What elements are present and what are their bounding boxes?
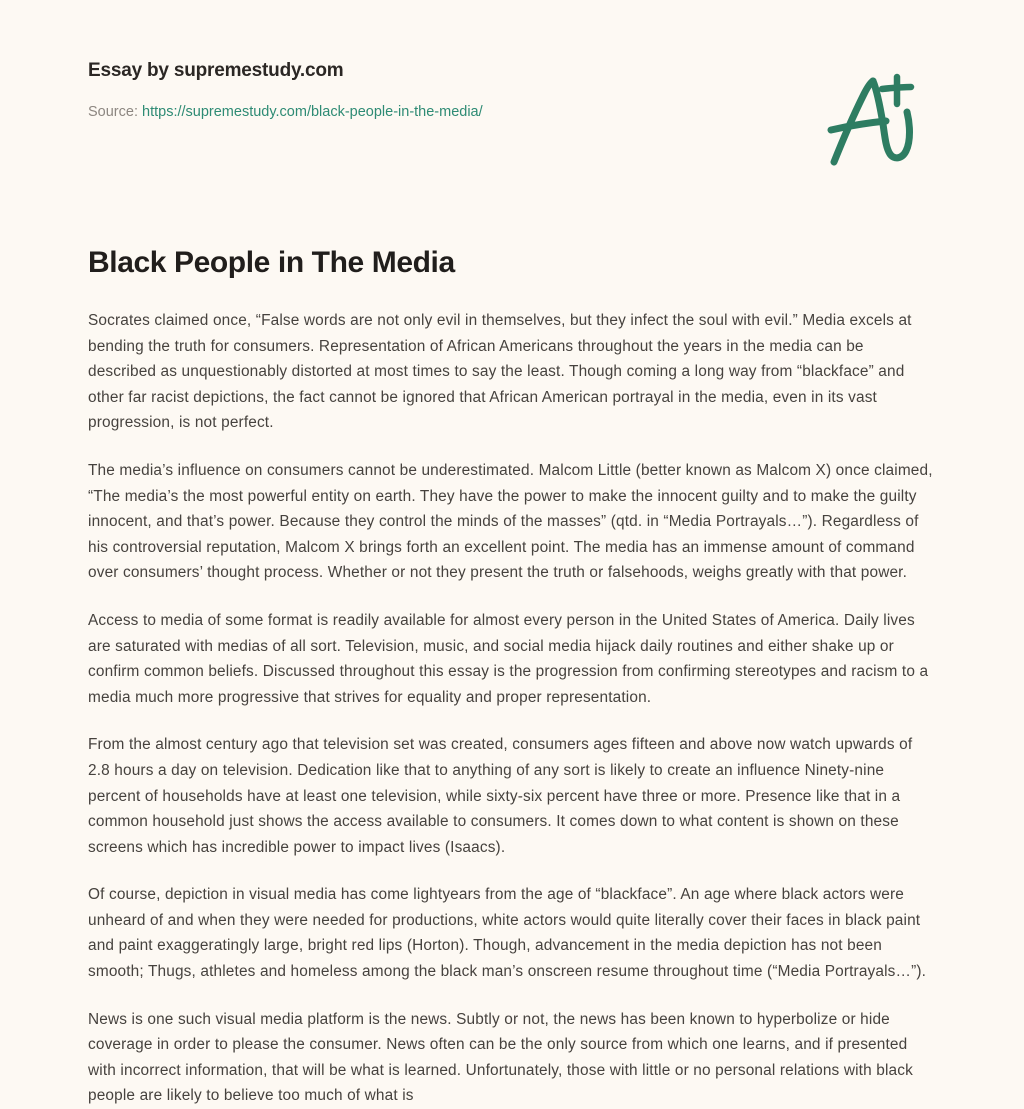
article-paragraph: Socrates claimed once, “False words are not only evil in themselves, but they infect the soul with evil.” Media excels at bending the truth for consumers. Representation of African Americans throughout the years in the media can be described as unquestionably distorted at most times to say the least. Though coming a long way from “blackface” and other far racist depictions, the fact cannot be ignored that African American portrayal in the media, even in its vast progression, is not perfect. [88,312,912,432]
source-line [88,84,936,122]
article-paragraph: Access to media of some format is readily available for almost every person in the United States of America. Daily lives are saturated with medias of all sort. Television, music, and social media hijack daily routines and either shake up or confirm common beliefs. Discussed throughout this essay is the progression from confirming stereotypes and racism to a media much more progressive that strives for equality and proper representation. [88,611,929,706]
article-paragraph: Of course, depiction in visual media has come lightyears from the age of “blackface”. An age where black actors were unheard of and when they were needed for productions, white actors would quite literally cover their faces in black paint and paint exaggeratingly large, bright red lips (Horton). Though, advancement in the media depiction has not been smooth; Thugs, athletes and homeless among the black man’s onscreen resume throughout time (“Media Portrayals…”). [88,886,927,981]
source-label: Source: [88,104,138,120]
article-paragraph: News is one such visual media platform is the news. Subtly or not, the news has been known to hyperbolize or hide coverage in order to please the consumer. News often can be the only source from which one learns, and if presented with incorrect information, that will be what is learned. Unfortunately, those with little or no personal relations with black people are likely to believe too much of what is [88,1010,913,1105]
article-paragraph: From the almost century ago that television set was created, consumers ages fifteen and above now watch upwards of 2.8 hours a day on television. Dedication like that to anything of any sort is likely to create an influence Ninety-nine percent of households have at least one television, while sixty-six percent have three or more. Presence like that in a common household just shows the access available to consumers. It comes down to what content is shown on these screens which has incredible power to impact lives (Isaacs). [88,736,913,856]
a-plus-logo [812,58,932,178]
article [88,244,936,1109]
source-url-link[interactable]: https://supremestudy.com/black-people-in-the-media/ [142,104,483,120]
article-paragraph: The media’s influence on consumers cannot be underestimated. Malcom Little (better known as Malcom X) once claimed, “The media’s the most powerful entity on earth. They have the power to make the innocent guilty and to make the guilty innocent, and that’s power. Because they control the minds of the masses” (qtd. in “Media Portrayals…”). Regardless of his controversial reputation, Malcom X brings forth an excellent point. The media has an immense amount of command over consumers’ thought process. Whether or not they present the truth or falsehoods, weighs greatly with that power. [88,461,933,582]
a-plus-logo-icon [812,58,932,178]
byline: Essay by supremestudy.com [88,60,344,81]
page-header [88,58,936,122]
page-title: Black People in The Media [88,246,455,279]
article-body [88,308,936,1109]
